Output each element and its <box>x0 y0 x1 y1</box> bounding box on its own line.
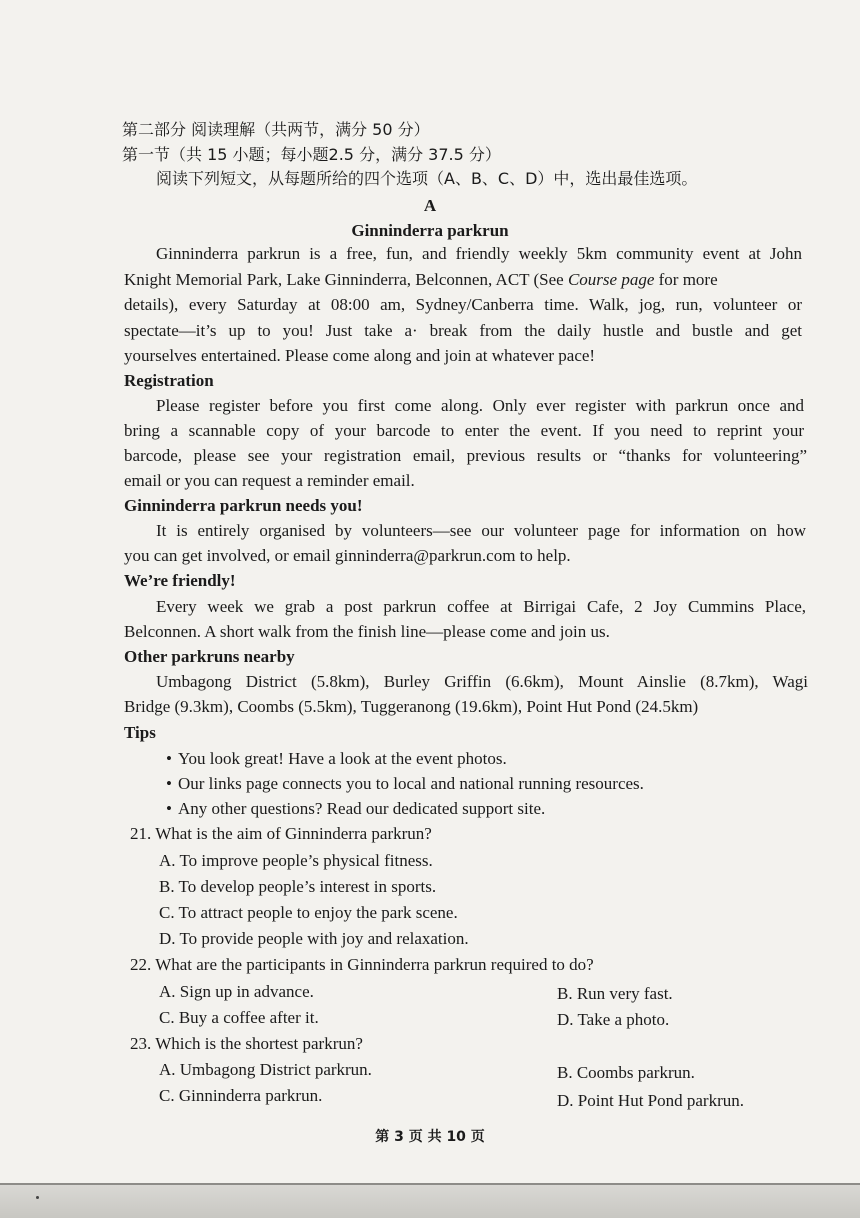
section-heading: 第一节（共 15 小题；每小题2.5 分，满分 37.5 分） <box>122 145 501 164</box>
tip-item: • Any other questions? Read our dedicated support site. <box>166 798 545 820</box>
volunteers-heading: Ginninderra parkrun needs you! <box>124 496 363 515</box>
intro-line-2-text: Knight Memorial Park, Lake Ginninderra, Belconnen, ACT (See <box>124 270 568 289</box>
volunteers-line-2: you can get involved, or email ginninderra@parkrun.com to help. <box>124 546 571 565</box>
friendly-line-1: Every week we grab a post parkrun coffee at Birrigai Cafe, 2 Joy Cummins Place, <box>156 597 806 616</box>
question-23-option-a: A. Umbagong District parkrun. <box>159 1060 372 1079</box>
question-21-option-b: B. To develop people’s interest in sports. <box>159 877 437 896</box>
course-page-link[interactable]: Course page <box>567 270 655 289</box>
question-22-stem: 22. What are the participants in Ginninderra parkrun required to do? <box>130 955 594 974</box>
registration-heading: Registration <box>124 371 214 390</box>
volunteers-line-1: It is entirely organised by volunteers—see our volunteer page for information on how <box>156 521 806 540</box>
question-22-option-a: A. Sign up in advance. <box>159 982 314 1001</box>
question-23-stem: 23. Which is the shortest parkrun? <box>130 1034 363 1053</box>
question-23-option-b: B. Coombs parkrun. <box>557 1063 695 1082</box>
question-23-option-d: D. Point Hut Pond parkrun. <box>557 1091 744 1110</box>
paper-bottom-edge <box>0 1183 860 1218</box>
instruction: 阅读下列短文，从每题所给的四个选项（A、B、C、D）中，选出最佳选项。 <box>156 169 698 188</box>
registration-line-3: barcode, please see your registration email, previous results or “thanks for volunteering” <box>124 446 807 465</box>
registration-line-1: Please register before you first come along. Only ever register with parkrun once and <box>156 396 804 415</box>
question-21-stem: 21. What is the aim of Ginninderra parkrun? <box>130 824 432 843</box>
intro-line-2-tail: for more <box>654 270 718 289</box>
nearby-line-1: Umbagong District (5.8km), Burley Griffin (6.6km), Mount Ainslie (8.7km), Wagi <box>156 672 808 691</box>
part-heading: 第二部分 阅读理解（共两节，满分 50 分） <box>122 120 430 139</box>
question-22-option-d: D. Take a photo. <box>557 1010 670 1029</box>
intro-line-1: Ginninderra parkrun is a free, fun, and friendly weekly 5km community event at John <box>156 244 802 263</box>
question-21-option-d: D. To provide people with joy and relaxation. <box>159 929 469 948</box>
question-21-option-c: C. To attract people to enjoy the park scene. <box>159 903 458 922</box>
intro-line-4: spectate—it’s up to you! Just take a· break from the daily hustle and bustle and get <box>124 321 802 340</box>
friendly-line-2: Belconnen. A short walk from the finish line—please come and join us. <box>124 622 610 641</box>
question-22-option-b: B. Run very fast. <box>557 984 673 1003</box>
intro-line-5: yourselves entertained. Please come along and join at whatever pace! <box>124 346 596 365</box>
nearby-heading: Other parkruns nearby <box>124 647 295 666</box>
tip-item: • Our links page connects you to local and national running resources. <box>166 773 644 795</box>
friendly-heading: We’re friendly! <box>124 571 236 590</box>
registration-line-4: email or you can request a reminder email. <box>124 471 415 490</box>
passage-letter: A <box>423 196 437 215</box>
tip-item: • You look great! Have a look at the event photos. <box>166 748 507 770</box>
intro-line-3: details), every Saturday at 08:00 am, Sydney/Canberra time. Walk, jog, run, volunteer or <box>124 295 802 314</box>
registration-line-2: bring a scannable copy of your barcode to enter the event. If you need to reprint your <box>124 421 804 440</box>
scan-speck <box>36 1196 39 1199</box>
passage-title: Ginninderra parkrun <box>351 221 509 240</box>
nearby-line-2: Bridge (9.3km), Coombs (5.5km), Tuggeranong (19.6km), Point Hut Pond (24.5km) <box>124 697 699 716</box>
tips-heading: Tips <box>124 723 156 742</box>
question-21-option-a: A. To improve people’s physical fitness. <box>159 851 433 870</box>
question-22-option-c: C. Buy a coffee after it. <box>159 1008 319 1027</box>
page-number: 第 3 页 共 10 页 <box>375 1129 485 1145</box>
question-23-option-c: C. Ginninderra parkrun. <box>159 1086 323 1105</box>
intro-line-2 <box>124 269 802 291</box>
